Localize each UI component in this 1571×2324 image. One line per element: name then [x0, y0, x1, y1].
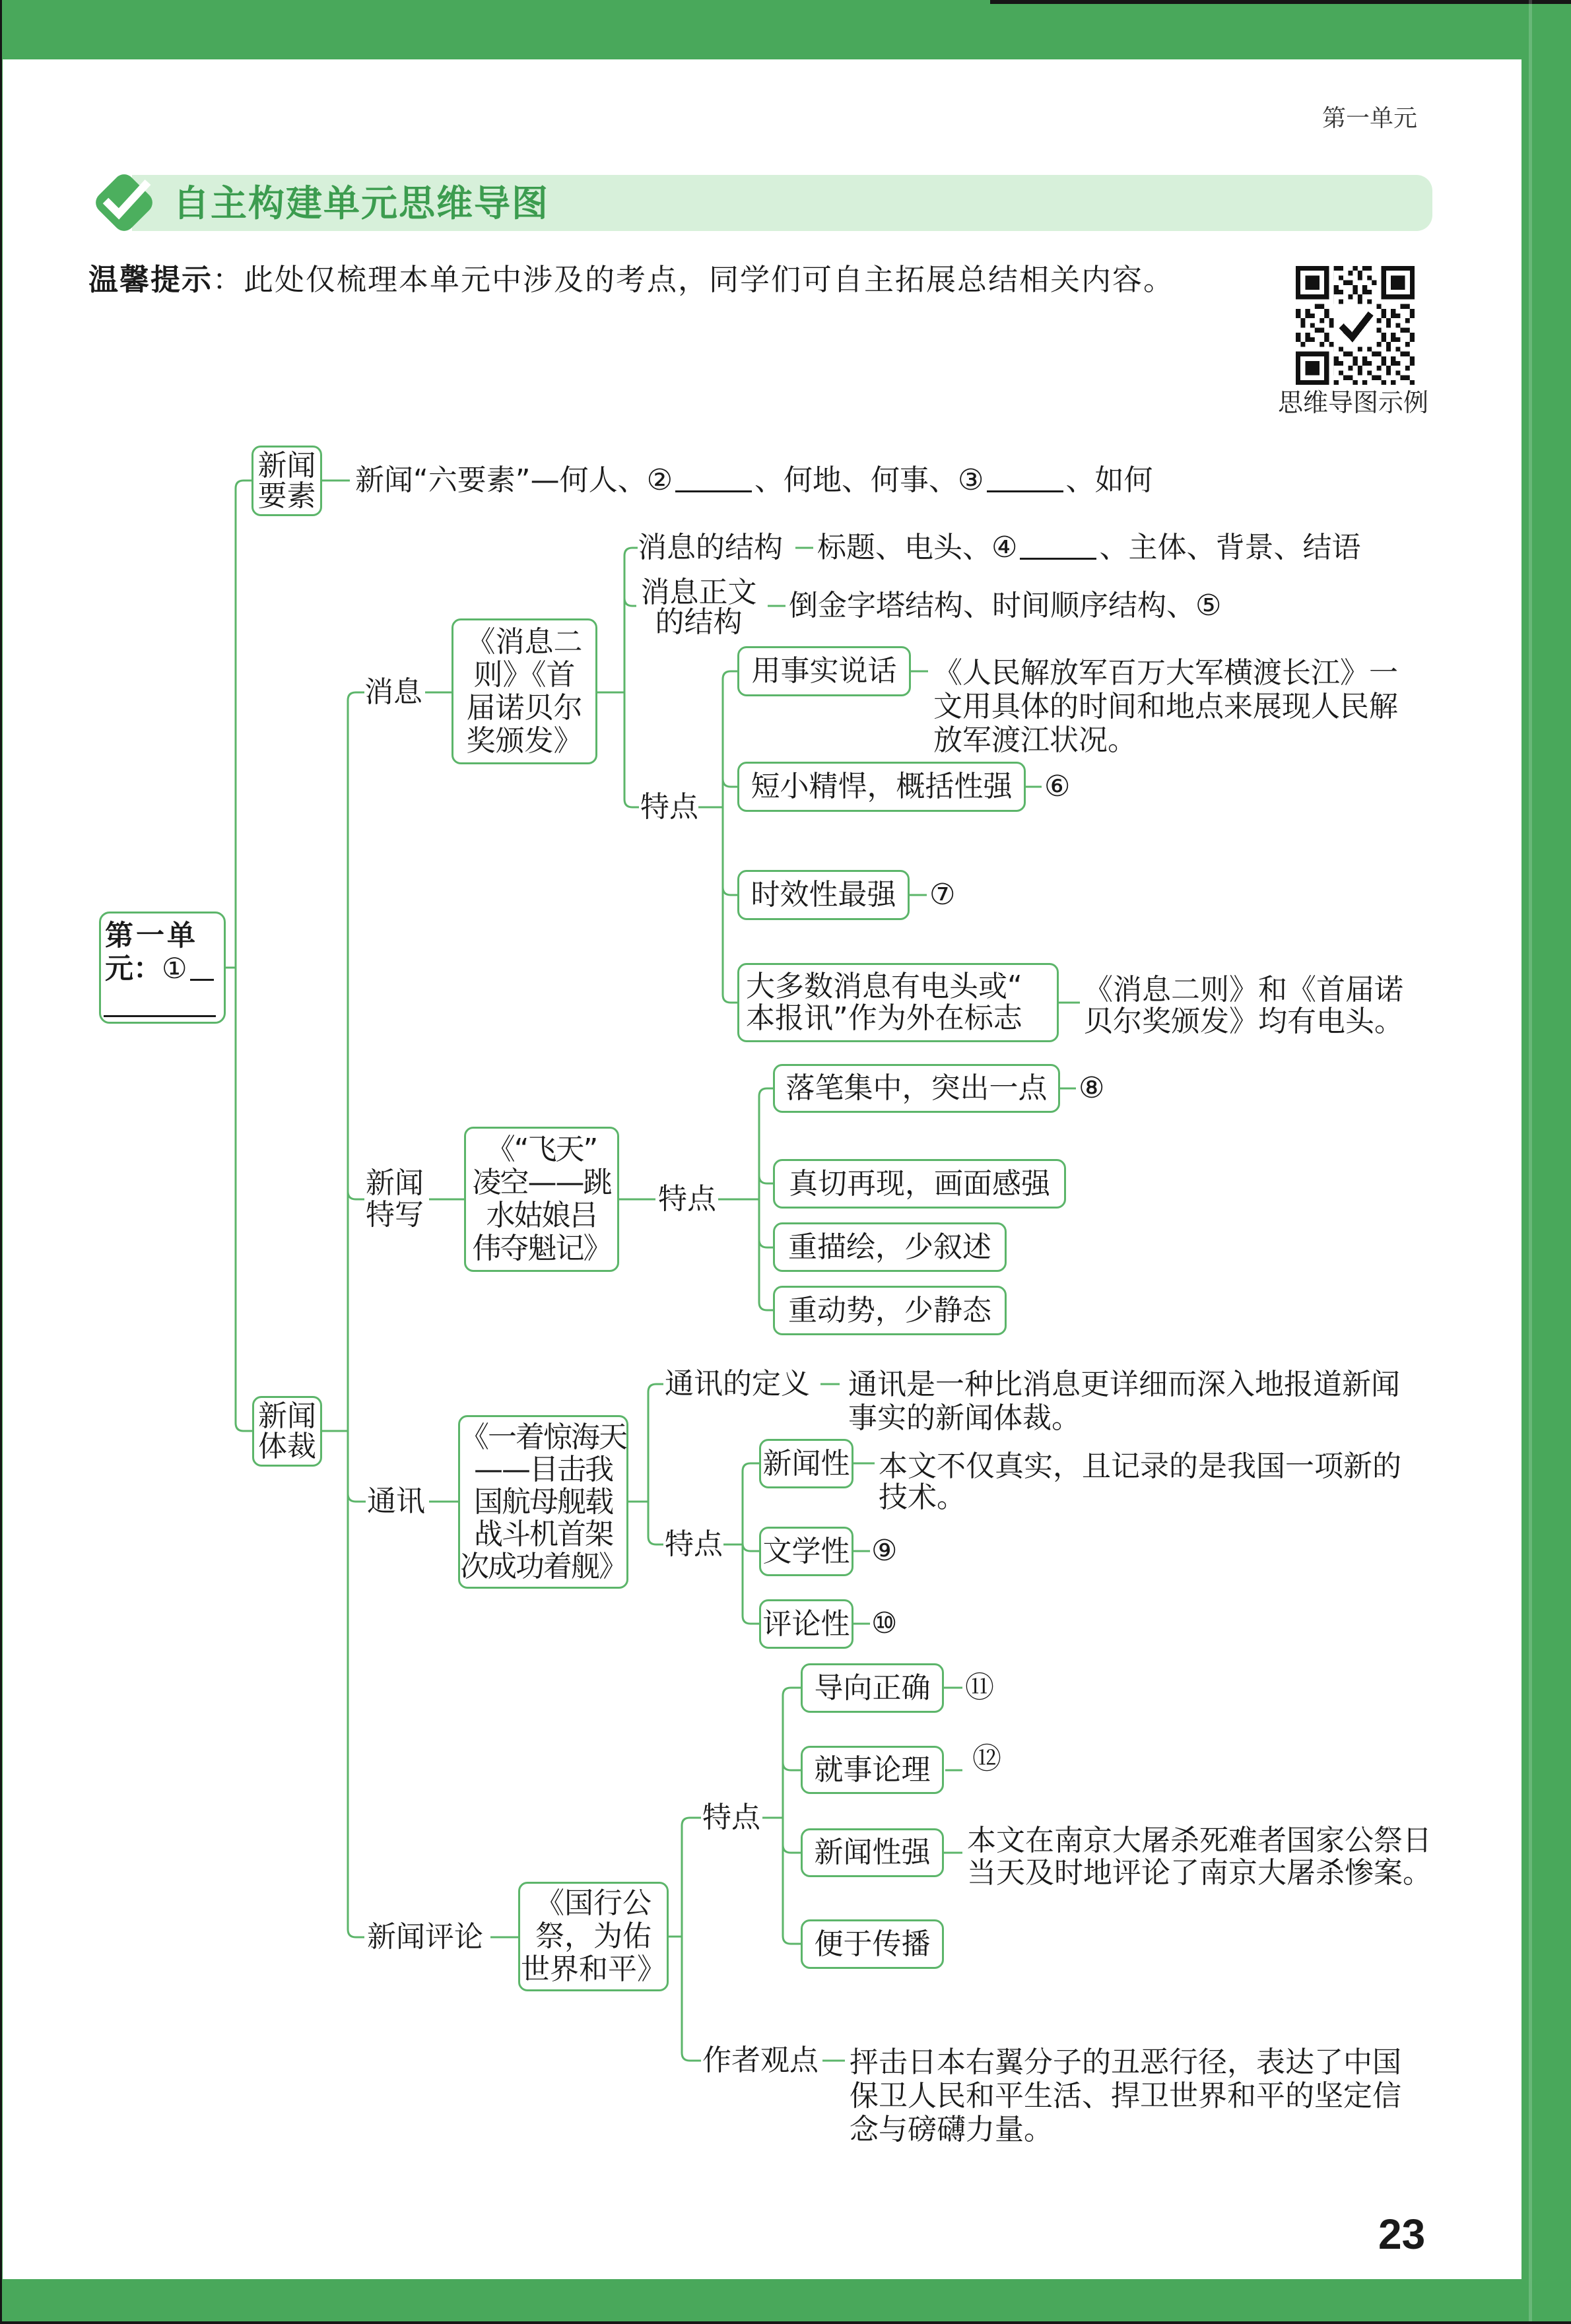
genre-correspondence-label: 通讯	[367, 1484, 425, 1518]
commentary-guidance	[801, 1663, 944, 1713]
node-label-line: 新闻	[257, 448, 316, 482]
feature-story-vivid	[773, 1159, 1066, 1209]
node-label-line: 新闻	[258, 1399, 316, 1433]
answer-marker-11: ⑪	[965, 1671, 994, 1704]
label-line: 特写	[366, 1198, 424, 1232]
feature-label: 落笔集中，突出一点	[786, 1071, 1048, 1105]
work-title-line: 伟夺魁记》	[472, 1232, 611, 1265]
news-works-box	[451, 618, 597, 764]
correspondence-newsworthiness-note	[879, 1451, 1401, 1513]
tip-line	[88, 263, 1174, 297]
answer-marker-6: ⑥	[1044, 770, 1071, 803]
note-line: 文用具体的时间和地点来展现人民解	[933, 690, 1398, 723]
feature-label: 导向正确	[814, 1671, 931, 1705]
root-line-1: 第一单	[105, 919, 198, 952]
news-feature-facts-note	[933, 656, 1398, 757]
note-line: 《人民解放军百万大军横渡长江》一	[933, 656, 1398, 690]
answer-blank	[675, 490, 752, 492]
genre-commentary-label: 新闻评论	[367, 1920, 483, 1954]
work-title-line: 水姑娘吕	[486, 1199, 597, 1232]
news-feature-concise	[737, 762, 1026, 812]
feature-label: 用事实说话	[751, 654, 897, 688]
feature-label: 新闻性强	[814, 1836, 931, 1869]
answer-blank	[104, 1015, 216, 1017]
work-title-line: 《“飞天”	[486, 1133, 597, 1166]
commentary-reasoning	[801, 1746, 944, 1794]
node-news-genres	[252, 1396, 322, 1467]
text-segment: 标题、电头、④	[817, 531, 1018, 564]
feature-story-focus	[773, 1064, 1060, 1113]
correspondence-definition-label: 通讯的定义	[665, 1367, 810, 1401]
note-line: 本文不仅真实，且记录的是我国一项新的	[879, 1449, 1401, 1483]
feature-label-line: 本报讯”作为外在标志	[746, 1001, 1022, 1035]
answer-marker-12: ⑫	[972, 1742, 1001, 1776]
commentary-features-label: 特点	[702, 1801, 760, 1834]
label-line: 新闻	[366, 1166, 424, 1200]
node-label-line: 要素	[257, 479, 316, 513]
text-segment: 新闻“六要素”—何人、②	[355, 463, 673, 497]
feature-label: 便于传播	[814, 1927, 931, 1961]
node-label-line: 体裁	[258, 1429, 316, 1463]
node-news-elements	[251, 446, 322, 516]
feature-label: 评论性	[762, 1607, 850, 1641]
work-title-line: 祭，为佑	[535, 1919, 652, 1953]
answer-blank	[987, 490, 1063, 492]
work-title-line: 《一着惊海天	[460, 1420, 626, 1454]
note-line: 贝尔奖颁发》均有电头。	[1084, 1005, 1403, 1038]
answer-blank	[1020, 558, 1096, 560]
news-feature-timeliness	[737, 870, 910, 920]
commentary-viewpoint-label: 作者观点	[702, 2043, 819, 2077]
label-line: 的结构	[655, 605, 743, 639]
correspondence-newsworthiness	[759, 1439, 853, 1488]
note-line: 保卫人民和平生活、捍卫世界和平的坚定信	[850, 2079, 1401, 2113]
mindmap-root-node	[99, 912, 226, 1024]
text-segment: 、主体、背景、结语	[1099, 531, 1361, 564]
commentary-newsworthiness	[801, 1828, 944, 1877]
scan-edge-left	[0, 0, 2, 2324]
work-title-line: 凌空——跳	[472, 1166, 611, 1199]
note-line: 事实的新闻体裁。	[848, 1401, 1081, 1435]
correspondence-commentary	[759, 1599, 853, 1649]
correspondence-works-box	[458, 1415, 628, 1589]
root-line-2-text: 元：	[105, 952, 162, 985]
note-line: 念与磅礴力量。	[850, 2113, 1053, 2146]
commentary-newsworthiness-note	[967, 1824, 1432, 1889]
commentary-works-box	[518, 1882, 669, 1991]
news-structure-label: 消息的结构	[638, 531, 783, 564]
commentary-spread	[801, 1919, 944, 1969]
qr-caption: 思维导图示例	[1278, 388, 1429, 417]
genre-feature-story-label	[366, 1168, 424, 1231]
feature-story-motion	[773, 1286, 1007, 1335]
feature-label-line: 大多数消息有电头或“	[746, 970, 1022, 1003]
section-title: 自主构建单元思维导图	[173, 182, 550, 224]
work-title-line: 战斗机首架	[474, 1517, 613, 1551]
work-title-line: 则》《首	[473, 657, 576, 692]
tip-text: ：此处仅梳理本单元中涉及的考点，同学们可自主拓展总结相关内容。	[213, 262, 1175, 297]
feature-story-features-label: 特点	[658, 1182, 716, 1216]
page-fold-highlight	[1529, 0, 1532, 2324]
feature-label: 新闻性	[762, 1446, 850, 1480]
note-line: 技术。	[879, 1480, 966, 1514]
feature-story-works-box	[464, 1127, 619, 1272]
feature-label: 时效性最强	[751, 878, 896, 912]
news-feature-dateline	[737, 963, 1059, 1042]
feature-label: 真切再现，画面感强	[789, 1166, 1050, 1201]
root-blank-marker: ①	[162, 952, 187, 985]
news-features-label: 特点	[640, 790, 698, 824]
answer-marker-10: ⑩	[871, 1607, 898, 1640]
note-line: 当天及时地评论了南京大屠杀惨案。	[967, 1856, 1432, 1890]
work-title-line: 《国行公	[535, 1886, 652, 1920]
qr-code-icon	[1296, 266, 1415, 385]
answer-blank	[190, 979, 214, 981]
checkmark-diamond-icon	[86, 166, 162, 239]
note-line: 本文在南京大屠杀死难者国家公祭日	[967, 1824, 1432, 1857]
work-title-line: 世界和平》	[521, 1952, 666, 1986]
work-title-line: 《消息二	[466, 624, 583, 659]
correspondence-features-label: 特点	[665, 1527, 723, 1561]
text-segment: 、如何	[1065, 463, 1153, 497]
feature-label: 重描绘，少叙述	[788, 1230, 991, 1264]
news-feature-dateline-note	[1084, 974, 1403, 1038]
note-line: 放军渡江状况。	[933, 723, 1137, 757]
correspondence-definition-text	[848, 1368, 1400, 1435]
feature-label: 重动势，少静态	[788, 1293, 991, 1327]
scan-edge-top	[990, 0, 1571, 4]
feature-story-description	[773, 1222, 1007, 1272]
feature-label: 短小精悍，概括性强	[751, 770, 1013, 803]
work-title-line: 奖颁发》	[466, 723, 583, 758]
text-segment: 、何地、何事、③	[754, 463, 984, 497]
feature-label: 就事论理	[814, 1752, 931, 1787]
commentary-viewpoint-text	[850, 2045, 1401, 2146]
note-line: 抨击日本右翼分子的丑恶行径，表达了中国	[850, 2045, 1401, 2079]
page-number: 23	[1378, 2210, 1426, 2258]
news-feature-facts	[737, 646, 911, 696]
news-body-structure-label	[638, 578, 760, 637]
work-title-line: 届诺贝尔	[466, 690, 583, 725]
note-line: 《消息二则》和《首届诺	[1084, 973, 1403, 1007]
news-elements-text	[355, 464, 1153, 497]
work-title-line: 国航母舰载	[474, 1485, 613, 1519]
root-line-2	[105, 952, 214, 985]
work-title-line: 次成功着舰》	[460, 1550, 626, 1583]
running-header-unit: 第一单元	[1322, 105, 1418, 132]
note-line: 通讯是一种比消息更详细而深入地报道新闻	[848, 1368, 1400, 1401]
correspondence-literary	[759, 1527, 853, 1576]
answer-marker-8: ⑧	[1079, 1071, 1105, 1105]
tip-label: 温馨提示	[88, 262, 213, 297]
genre-news-label: 消息	[364, 675, 422, 709]
label-line: 消息正文	[640, 576, 757, 609]
work-title-line: ——目击我	[474, 1453, 613, 1486]
scan-edge-bottom	[0, 2321, 1571, 2324]
answer-marker-9: ⑨	[871, 1534, 898, 1568]
news-body-structure-text: 倒金字塔结构、时间顺序结构、⑤	[789, 589, 1222, 622]
feature-label: 文学性	[762, 1534, 850, 1568]
news-structure-text	[817, 531, 1360, 564]
answer-marker-7: ⑦	[929, 878, 956, 912]
